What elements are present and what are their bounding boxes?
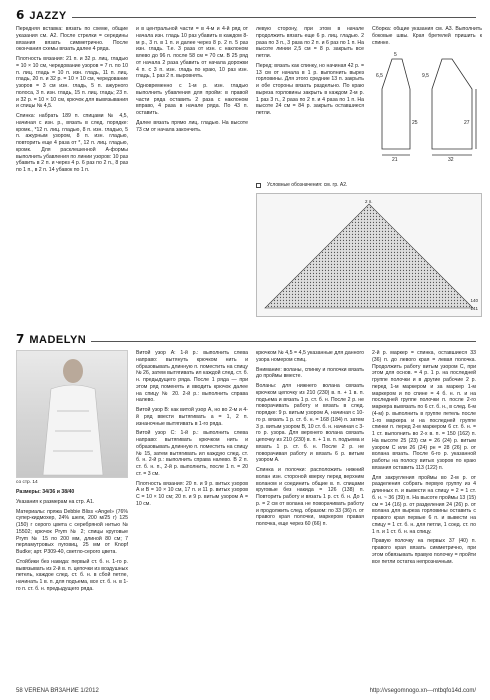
section-number: 7: [16, 332, 25, 347]
section-rule: [72, 17, 476, 18]
section-number: 6: [16, 8, 25, 23]
page-number-footer: 58 VERENA ВЯЗАНИЕ 1/2012: [16, 688, 99, 695]
jazzy-body: [16, 26, 482, 328]
section-title: JAZZY: [29, 9, 67, 22]
pattern-grid: [261, 200, 477, 312]
jazzy-column-1: [16, 26, 128, 328]
paragraph: левую сторону, при этом в начале продолжить вязать еще 6 р. лиц. гладью. 2 раза по 3 п., 3 раза по 2 п. и 6 раз по 1 п. На высоте линии 2,5 см = 8 р. закрыть все петли.: [256, 26, 364, 59]
row-number: 140: [470, 297, 478, 303]
paragraph: Плотность вязания: 20 п. и 9 р. витых узоров А и В = 10 × 10 см, 17 п. и 11 р. витых узоров С = 10 × 10 см; 20 п. и 9 р. витым узором А = 10 см.: [136, 480, 248, 507]
paragraph: Правую полочку на первых 37 (40) п. правого края вязать симметрично, при этом обвязывать правую полочку = пройти все петли остатка непрозначным.: [372, 538, 476, 565]
madelyn-column-1: [16, 350, 128, 696]
knitting-pattern-chart: [256, 193, 482, 317]
paragraph: Спинка: набрать 189 п. спицами № 4,5, начиная с изн. р., вязать в след. порядке: кромк., *12 п. лиц. гладью, 8 п. изн. гладью, 5 п. ажурным узором, 8 п. изн. гладью, повторить еще 4 раза от *, 12 п. лиц. гладью, кромк. Для расклешенной А-формы выполнить убавления по линии узоров: 10 раз убавить в 2 п. и через 4 р. 6 раз по 2 п., 8 раз по 1 п., в 2 п. 14 убавок по 1 п.: [16, 113, 128, 173]
paragraph: 2-й р. маркер = спинка, оставшиеся 33 (36) п. до левого края = левая полочка. Продолжить работу витым узором С, при этом для основ. = 4 р. 1 р. на последней группе полочки и в другие рабочие 2 р. перед 1-м маркером и за маркер 1-м маркером и по спине = 4 б. н. п. и на последней группе полочки п. после 2-го маркера вывязать по 6 ст. б. н., в след. 6-м (4-м) р. выполнить в группе петель после 1-го маркера и на последней группе спинки п. перед 2-м маркером 6 ст. б. н. = 1 ст. выполнить во 2-х в. п. = 150 (162) п. На высоте 25 (23) см = 26 (24) р. витым узором С или 26 (24) рн = 28 (26) р. от волана вязать. После 6-го р. указанной работы на полосу витых узоров по краю вязания оставить 113 (122) п.: [372, 350, 476, 471]
paragraph: Витой узор В: как витой узор А, но во 2-м и 4-й ряд ввести вытягивать а = 1, 2 п. изнаночные вытягивать в 1-го ряда.: [136, 407, 248, 427]
jazzy-column-4: [372, 26, 482, 176]
paragraph: Витой узор А: 1-й р.: выполнить слева направо: вытянуть крючком нить и образовывать длинную п. поместить на спицу № 26, затем вытягивать ил каждой след. ст. б. н. предыдущего ряда. После 1 ряда — при этом ряд поменять и вводить крючок далее на спицу № 20. 2-й р.: выполнить справа налево.: [136, 350, 248, 404]
paragraph: Плотность вязания: 21 п. и 32 р. лиц. гладью = 10 × 10 см, чередование узоров = 7 п. по 10 п. лиц. гладь = 10 п. изн. гладь, 11 п. лиц. гладь, 20 п. и 32 р. = 10 × 10 см, чередование узоров = 3 см изн. гладь, 5 п. ажурного полоса, 3 п. изн. гладь, 15 п. лиц. гладь; 23 п. и 32 р. = 10 × 10 см, крючок для вывязывания и спицы № 4,5.: [16, 56, 128, 110]
schematic-label: 6,5: [376, 73, 383, 80]
page-footer: [16, 688, 476, 696]
paragraph: Перед: вязать как спинку, но начиная 42 р. = 13 см от начала в 1 р. выполнить вырез горловины. Для этого средние 13 п. закрыть и обе стороны вязать раздельно. По краю выреза горловины закрыть в каждом 2-м р. 1 раз 3 п., 2 раза по 2 п. и 4 раза по 1 п. На высоте 24 см = 84 р. закрыть оставшиеся петли.: [256, 62, 364, 116]
chart-top-label: 2 п.: [365, 199, 373, 204]
madelyn-body: [16, 350, 476, 696]
section-header-jazzy: [16, 8, 476, 24]
model-photo-figure: [17, 351, 128, 478]
photo-caption: со стр. 14: [16, 480, 38, 485]
paragraph: крючком № 4,5 = 4,5 указанные для данного узора номером спиц.: [256, 350, 364, 363]
paragraph: Воланы: для нижнего волана связать крючком цепочку из 210 (230) в. п. + 1 в. п. подъема и вязать 1 р. ст. б. н. После 2 р. не поворачивать работу и вязать в след. порядке: 9 р. витым узором А, начиная с 10-го р. вязать 1 р. ст. б. н. = 168 (184) п. затем 3 р. витым узором В, 10 ст. б. н. начиная с 3-го р. узора. Для верхнего волана связать цепочку из 210 (230) в. п. + 1 в. п. подъема и вязать 1 р. ст. б. н. После 2 р. не поворачивая работу и вязать 6 р. витым узором А.: [256, 383, 364, 464]
jazzy-right-area: [256, 26, 482, 328]
sizes-note: Указания к размерам на стр. А1.: [16, 498, 95, 505]
section-rule: [91, 341, 476, 342]
paragraph: Передняя вставка: вязать по схеме, общие указания см. А2. После стрелки = середины вязания вязать симметрично. После окончания схемы вязать далее 4 ряда.: [16, 26, 128, 53]
madelyn-column-2: [136, 350, 248, 696]
garment-schematic: [372, 49, 482, 161]
schematic-label: 32: [448, 157, 454, 162]
paragraph: Далее вязать прямо лиц. гладью. На высоте 73 см от начала закончить.: [136, 119, 248, 133]
paragraph: Материалы: пряжа Debbie Bliss «Angel» (76% супер-кидмохер, 24% шелк, 200 м/25 г) 125 (150) г серого цвета с серебряной нитью № 15502; крючок Prym № 2; спицы круговые Prym № 15 по 200 мм, длиной 80 см; 7 перламутровых пуговиц, 25 мм от Knopf Budke; арт. P309-40, светло-серого цвета.: [16, 508, 128, 556]
paragraph: Внимание: воланы, спинку и полочки вязать до проймы вместе.: [256, 366, 364, 380]
paragraph: и в центральной части = в 4-м и 4-й ряд от начала изн. гладь 10 раз убавить в каждом 8-м р., 3 п. в 1 п. и далее через 8 р. 2 п. 5 раз изн. гладь. Т.е. 3 раза от изн. с наклоном влево до 96 п. после 58 см = 70 см. В 25 ряд от начала 2 раза убавить от начала дорожки 4 п. с 3 п. изн. гладь по краю, 10 раз изн. гладь, 1 раз 2 п. выровнять.: [136, 26, 248, 80]
paragraph: Стойбики без накида: первый ст. б. н. 1-го р. вывязывать из 2-й в. п. цепочки из воздушных петель, каждое след. ст. б. н. в сбой петле, начинать 1 в. п. для подъема, все ст. б. н. в 1-го п. ст. б. н. предыдущего ряда.: [16, 558, 128, 592]
schematic-label: 5: [394, 52, 397, 59]
legend-title: Условные обозначения: см. гр. А2.: [267, 182, 348, 188]
schematic-label: 25: [412, 120, 418, 127]
model-photo: [16, 350, 128, 478]
schematic-back: [432, 59, 472, 149]
pattern-legend: [256, 182, 482, 189]
legend-square-icon: [256, 183, 261, 188]
paragraph: Сборка: общие указания см. А3. Выполнить боковые швы. Края бретелей пришить к спинке.: [372, 26, 482, 46]
paragraph: Спинка и полочки: расположить нижний волан изн. стороной кверху перед верхним воланом и соединить общие в. п. спицами круговые без накида = 126 (138) п. Повторить работу и вязать 1 р. ст. б. н. До 1 р. = 2 см от волана не поворачивать работу и продолжить след. образом: по 33 (36) п. от правого края полочки, маркером правая полочка, еще через 60 (66) п.: [256, 467, 364, 527]
watermark-url[interactable]: http://vsegomnogo.xn---mtbqfo14d.com/: [369, 688, 476, 695]
section-title: MADELYN: [29, 333, 87, 346]
section-header-madelyn: [16, 332, 476, 348]
jazzy-column-3: [256, 26, 364, 176]
row-number: 141: [470, 305, 478, 311]
schematic-label: 9,5: [422, 73, 429, 80]
schematic-front: [382, 59, 410, 149]
madelyn-column-4: [369, 350, 476, 696]
schematic-label: 21: [392, 157, 398, 162]
sizes: Размеры: 34/36 и 38/40: [16, 489, 75, 496]
schematic-label: 27: [464, 120, 470, 127]
paragraph: Витой узор С: 1-й р.: выполнить слева направо: вытягивать крючком нить и образовывать длинную п. поместить на спицу № 15, затем вытягивать ил каждую след. ст. б. н. 2-й р.: выполнить справа налево. В 2 п. ст. б. н. п., 2-й р. выполнить, после 1 п. = 20 ст. = 3 см.: [136, 430, 248, 477]
paragraph: Для закругления проймы во 2-м р. от разделения собрать первую группу из 4 длинных п. и вывести на спицу = 2 = 1 ст. б. н. ~ 36 (39) п. На высоте проймы 13 (15) см = 14 (16) р. от разделения 24 (26) р. от волана для выреза горловины оставить с правого края первые 6 п. и вывести на спицу = 1 ст. б. н. для петли, 1 соед. ст. по 1 п. и 1 ст. б. н. на спицу.: [372, 474, 476, 535]
madelyn-column-3: [256, 350, 364, 696]
jazzy-column-2: [136, 26, 248, 328]
paragraph: Одновременно с 1-м р. изн. гладью выполнить убавления для пройм: в правой части ряда оставить 2 раза с наклоном вправо, 4 раза в начале ряда. По 43 п. оставить.: [136, 83, 248, 116]
